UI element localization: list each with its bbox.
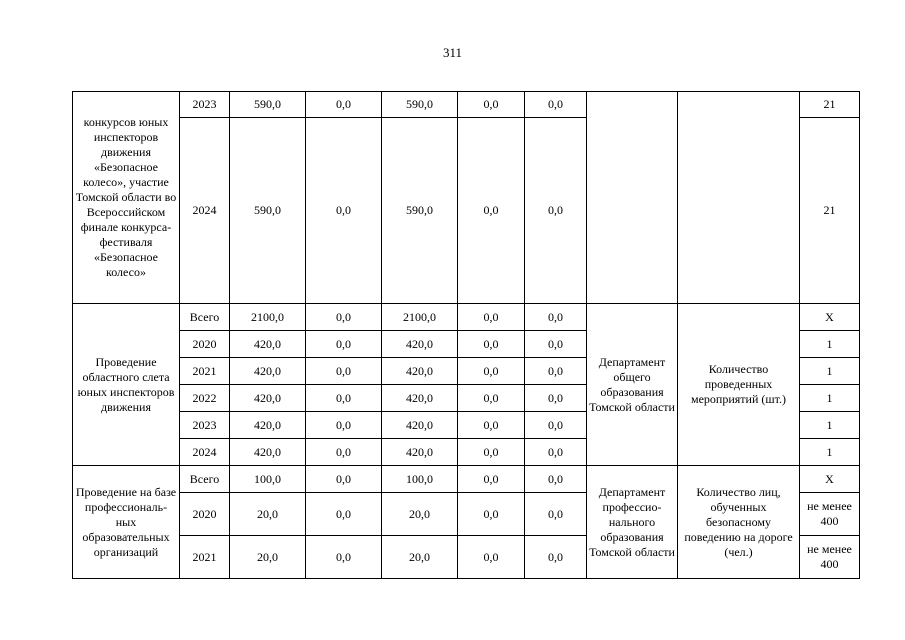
cell-federal: 0,0 [306,439,382,466]
cell-regional: 100,0 [382,466,458,493]
cell-federal: 0,0 [306,118,382,304]
cell-regional: 20,0 [382,493,458,536]
cell-year: Всего [180,466,230,493]
cell-indicator-value: не менее 400 [800,493,860,536]
cell-total: 20,0 [230,536,306,579]
table-row [73,92,860,118]
cell-department [587,92,678,304]
cell-other: 0,0 [525,304,587,331]
page-number: 311 [442,45,463,60]
cell-federal: 0,0 [306,412,382,439]
cell-other: 0,0 [525,331,587,358]
cell-indicator-value: 1 [800,439,860,466]
cell-year: 2020 [180,331,230,358]
cell-indicator-value: не менее 400 [800,536,860,579]
cell-total: 420,0 [230,412,306,439]
cell-other: 0,0 [525,412,587,439]
cell-federal: 0,0 [306,536,382,579]
cell-department: Департамент общего образования Томской области [587,304,678,466]
cell-federal: 0,0 [306,304,382,331]
cell-year: 2024 [180,439,230,466]
cell-federal: 0,0 [306,331,382,358]
cell-regional: 2100,0 [382,304,458,331]
cell-regional: 20,0 [382,536,458,579]
cell-total: 590,0 [230,92,306,118]
cell-indicator: Количество проведенных мероприятий (шт.) [678,304,800,466]
cell-federal: 0,0 [306,92,382,118]
cell-department: Департамент профессио-нального образования Томской области [587,466,678,579]
cell-indicator [678,92,800,304]
cell-local: 0,0 [458,92,525,118]
cell-total: 420,0 [230,358,306,385]
cell-federal: 0,0 [306,358,382,385]
cell-other: 0,0 [525,466,587,493]
cell-local: 0,0 [458,385,525,412]
cell-indicator-value: 1 [800,331,860,358]
cell-total: 100,0 [230,466,306,493]
budget-table [72,91,860,579]
cell-local: 0,0 [458,536,525,579]
cell-regional: 420,0 [382,439,458,466]
cell-local: 0,0 [458,466,525,493]
cell-year: 2024 [180,118,230,304]
cell-year: 2022 [180,385,230,412]
cell-indicator-value: 21 [800,118,860,304]
cell-indicator-value: 1 [800,412,860,439]
cell-local: 0,0 [458,331,525,358]
cell-indicator: Количество лиц, обученных безопасному поведению на дороге (чел.) [678,466,800,579]
cell-total: 20,0 [230,493,306,536]
cell-local: 0,0 [458,412,525,439]
cell-other: 0,0 [525,92,587,118]
table-row [73,304,860,331]
cell-local: 0,0 [458,358,525,385]
cell-other: 0,0 [525,385,587,412]
cell-year: 2023 [180,92,230,118]
cell-indicator-value: X [800,466,860,493]
cell-regional: 420,0 [382,412,458,439]
cell-year: 2023 [180,412,230,439]
table-row [73,466,860,493]
cell-year: Всего [180,304,230,331]
cell-regional: 590,0 [382,118,458,304]
cell-other: 0,0 [525,439,587,466]
cell-other: 0,0 [525,118,587,304]
cell-local: 0,0 [458,118,525,304]
cell-total: 420,0 [230,331,306,358]
cell-federal: 0,0 [306,466,382,493]
cell-local: 0,0 [458,493,525,536]
cell-year: 2021 [180,536,230,579]
cell-indicator-value: 21 [800,92,860,118]
cell-description: конкурсов юных инспекторов движения «Безопасное колесо», участие Томской области во Всероссийском финале конкурса-фестиваля «Безопасное колесо» [73,92,180,304]
cell-indicator-value: 1 [800,358,860,385]
cell-total: 590,0 [230,118,306,304]
cell-year: 2020 [180,493,230,536]
cell-indicator-value: 1 [800,385,860,412]
cell-federal: 0,0 [306,493,382,536]
cell-total: 2100,0 [230,304,306,331]
cell-federal: 0,0 [306,385,382,412]
cell-other: 0,0 [525,536,587,579]
cell-other: 0,0 [525,493,587,536]
cell-regional: 420,0 [382,385,458,412]
cell-local: 0,0 [458,439,525,466]
cell-description: Проведение областного слета юных инспекторов движения [73,304,180,466]
cell-regional: 420,0 [382,331,458,358]
cell-total: 420,0 [230,439,306,466]
cell-year: 2021 [180,358,230,385]
cell-description: Проведение на базе профессиональ-ных образовательных организаций [73,466,180,579]
cell-regional: 590,0 [382,92,458,118]
cell-regional: 420,0 [382,358,458,385]
cell-indicator-value: X [800,304,860,331]
cell-total: 420,0 [230,385,306,412]
cell-local: 0,0 [458,304,525,331]
cell-other: 0,0 [525,358,587,385]
